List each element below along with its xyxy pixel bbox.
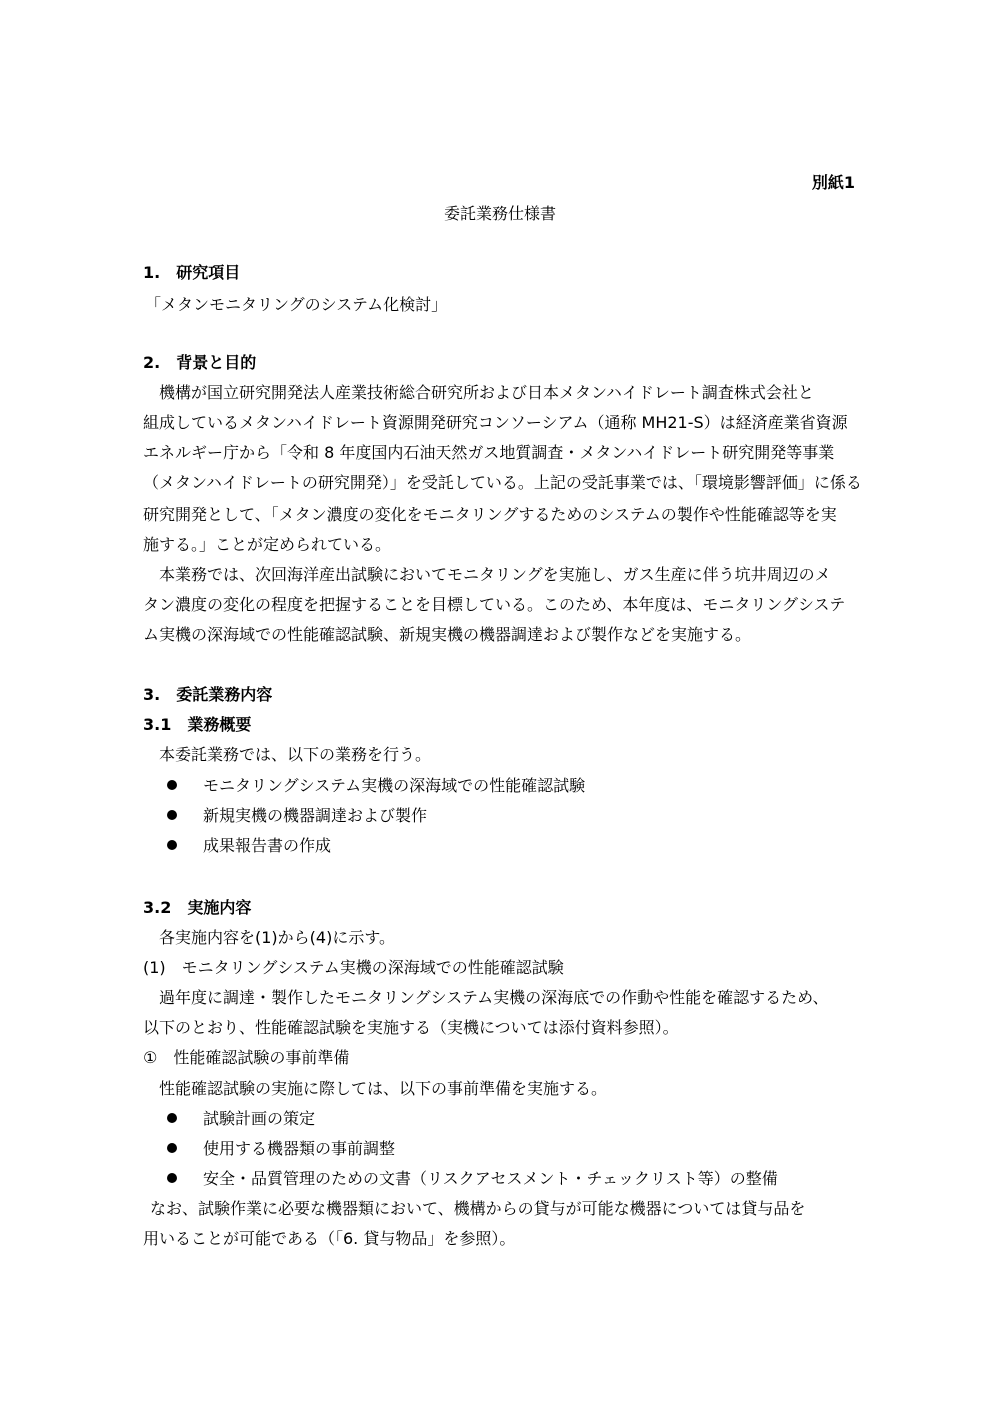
section-1-heading: 1. 研究項目 <box>143 263 241 282</box>
list-item <box>167 1134 395 1164</box>
section-2-line: ム実機の深海域での性能確認試験、新規実機の機器調達および製作などを実施する。 <box>143 625 752 644</box>
section-2-line: 研究開発として、「メタン濃度の変化をモニタリングするためのシステムの製作や性能確認等を実 <box>143 505 837 524</box>
attachment-label: 別紙1 <box>811 173 855 192</box>
item-1-line: 以下のとおり、性能確認試験を実施する（実機については添付資料参照）。 <box>143 1018 679 1037</box>
item-1-heading: (1) モニタリングシステム実機の深海域での性能確認試験 <box>143 958 564 977</box>
bullet-icon <box>167 1173 177 1183</box>
list-item-text: 使用する機器類の事前調整 <box>203 1139 396 1158</box>
section-2-line: 施する。」ことが定められている。 <box>143 535 392 554</box>
section-2-line: タン濃度の変化の程度を把握することを目標している。このため、本年度は、モニタリングシステ <box>143 595 846 614</box>
section-3-2-heading: 3.2 実施内容 <box>143 898 252 917</box>
section-2-line: 組成しているメタンハイドレート資源開発研究コンソーシアム（通称 MH21-S）は経済産業省資源 <box>143 413 848 432</box>
list-item-text: 新規実機の機器調達および製作 <box>203 806 428 825</box>
list-item-text: 成果報告書の作成 <box>203 836 332 855</box>
list-item <box>167 771 585 801</box>
item-1-line: 過年度に調達・製作したモニタリングシステム実機の深海底での作動や性能を確認するため、 <box>159 988 829 1007</box>
bullet-icon <box>167 810 177 820</box>
list-item-text: 安全・品質管理のための文書（リスクアセスメント・チェックリスト等）の整備 <box>203 1169 778 1188</box>
section-3-heading: 3. 委託業務内容 <box>143 685 273 704</box>
document-title: 委託業務仕様書 <box>443 204 556 223</box>
section-1-body: 「メタンモニタリングのシステム化検討」 <box>145 295 448 314</box>
section-2-heading: 2. 背景と目的 <box>143 353 257 372</box>
section-2-line: 機構が国立研究開発法人産業技術総合研究所および日本メタンハイドレート調査株式会社と <box>159 383 814 402</box>
section-2-line: エネルギー庁から「令和 8 年度国内石油天然ガス地質調査・メタンハイドレート研究開発等事業 <box>143 443 835 462</box>
section-2-line: （メタンハイドレートの研究開発）」を受託している。上記の受託事業では、「環境影響評価」に係る <box>143 473 862 492</box>
bullet-icon <box>167 780 177 790</box>
bullet-icon <box>167 1113 177 1123</box>
bullet-icon <box>167 840 177 850</box>
list-item <box>167 1104 315 1134</box>
sub-item-1-heading: ① 性能確認試験の事前準備 <box>143 1048 350 1067</box>
list-item <box>167 1164 778 1194</box>
closing-line: なお、試験作業に必要な機器類において、機構からの貸与が可能な機器については貸与品を <box>150 1199 806 1218</box>
sub-item-1-intro: 性能確認試験の実施に際しては、以下の事前準備を実施する。 <box>159 1079 608 1098</box>
list-item <box>167 801 427 831</box>
closing-line: 用いることが可能である（「6. 貸与物品」を参照）。 <box>143 1229 516 1248</box>
list-item <box>167 831 331 861</box>
bullet-icon <box>167 1143 177 1153</box>
section-3-1-heading: 3.1 業務概要 <box>143 715 252 734</box>
list-item-text: 試験計画の策定 <box>203 1109 316 1128</box>
section-3-2-intro: 各実施内容を(1)から(4)に示す。 <box>159 928 396 947</box>
section-3-1-intro: 本委託業務では、以下の業務を行う。 <box>159 745 432 764</box>
section-2-line: 本業務では、次回海洋産出試験においてモニタリングを実施し、ガス生産に伴う坑井周辺のメ <box>159 565 831 584</box>
list-item-text: モニタリングシステム実機の深海域での性能確認試験 <box>203 776 586 795</box>
